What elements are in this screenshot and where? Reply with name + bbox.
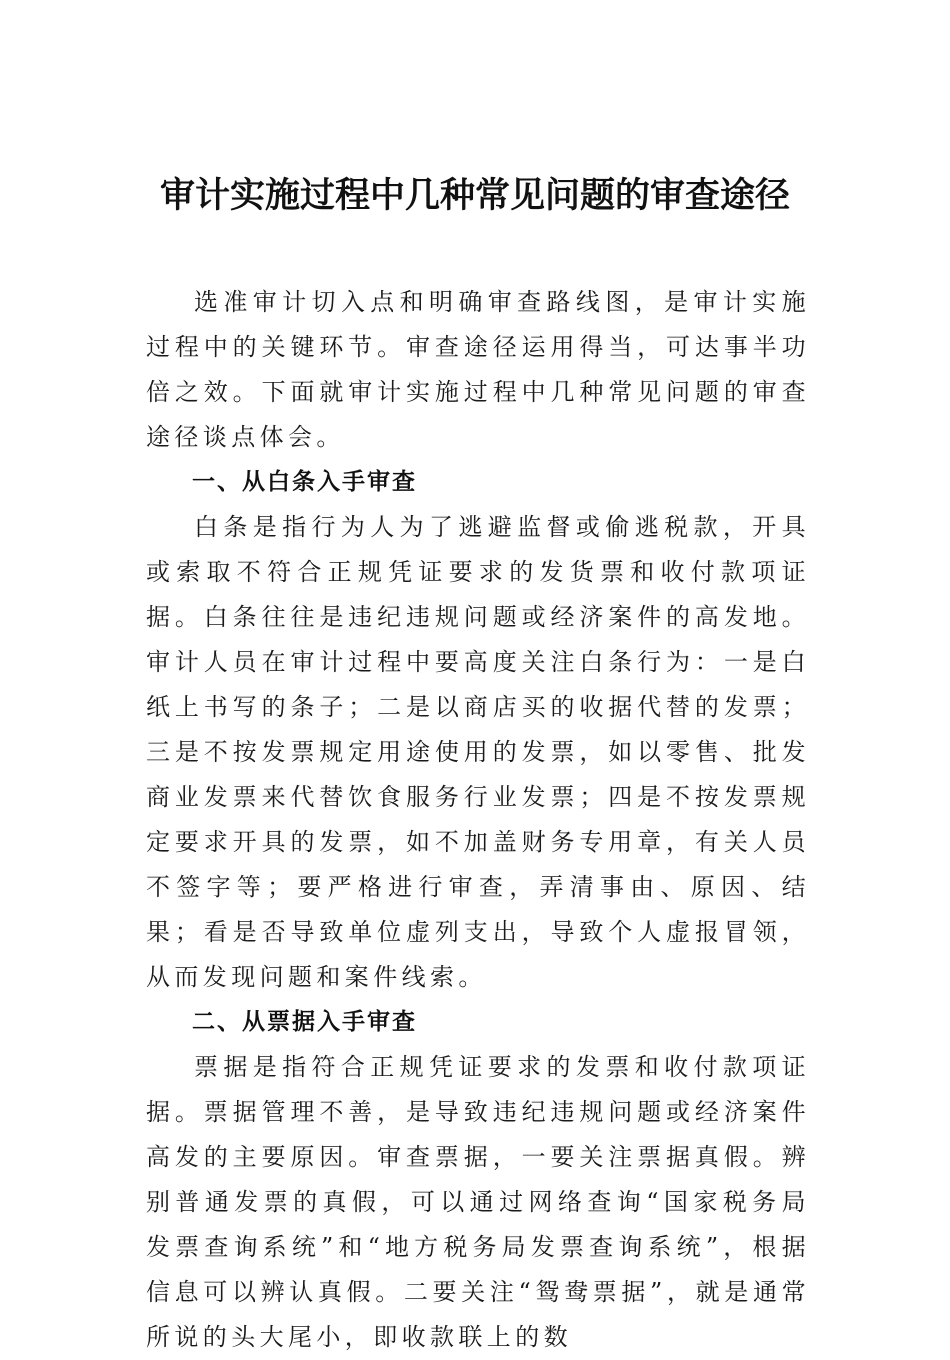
- section-heading-1: 一、从白条入手审查: [192, 469, 417, 495]
- section-paragraph-1: 白条是指行为人为了逃避监督或偷逃税款，开具或索取不符合正规凭证要求的发货票和收付款项证据。白条往往是违纪违规问题或经济案件的高发地。审计人员在审计过程中要高度关注白条行为：一是白纸上书写的条子；二是以商店买的收据代替的发票；三是不按发票规定用途使用的发票，如以零售、批发商业发票来代替饮食服务行业发票；四是不按发票规定要求开具的发票，如不加盖财务专用章，有关人员不签字等；要严格进行审查，弄清事由、原因、结果；看是否导致单位虚列支出，导致个人虚报冒领，从而发现问题和案件线索。: [146, 513, 810, 991]
- document-body: [146, 280, 810, 1360]
- document-title: 审计实施过程中几种常见问题的审查途径: [159, 175, 790, 216]
- intro-paragraph: 选准审计切入点和明确审查路线图，是审计实施过程中的关键环节。审查途径运用得当，可达事半功倍之效。下面就审计实施过程中几种常见问题的审查途径谈点体会。: [146, 288, 810, 451]
- section-heading-2: 二、从票据入手审查: [192, 1009, 417, 1035]
- section-paragraph-2: 票据是指符合正规凭证要求的发票和收付款项证据。票据管理不善，是导致违纪违规问题或经济案件高发的主要原因。审查票据，一要关注票据真假。辨别普通发票的真假，可以通过网络查询“国家税务局发票查询系统”和“地方税务局发票查询系统”，根据信息可以辨认真假。二要关注“鸳鸯票据”，就是通常所说的头大尾小，即收款联上的数: [146, 1053, 810, 1351]
